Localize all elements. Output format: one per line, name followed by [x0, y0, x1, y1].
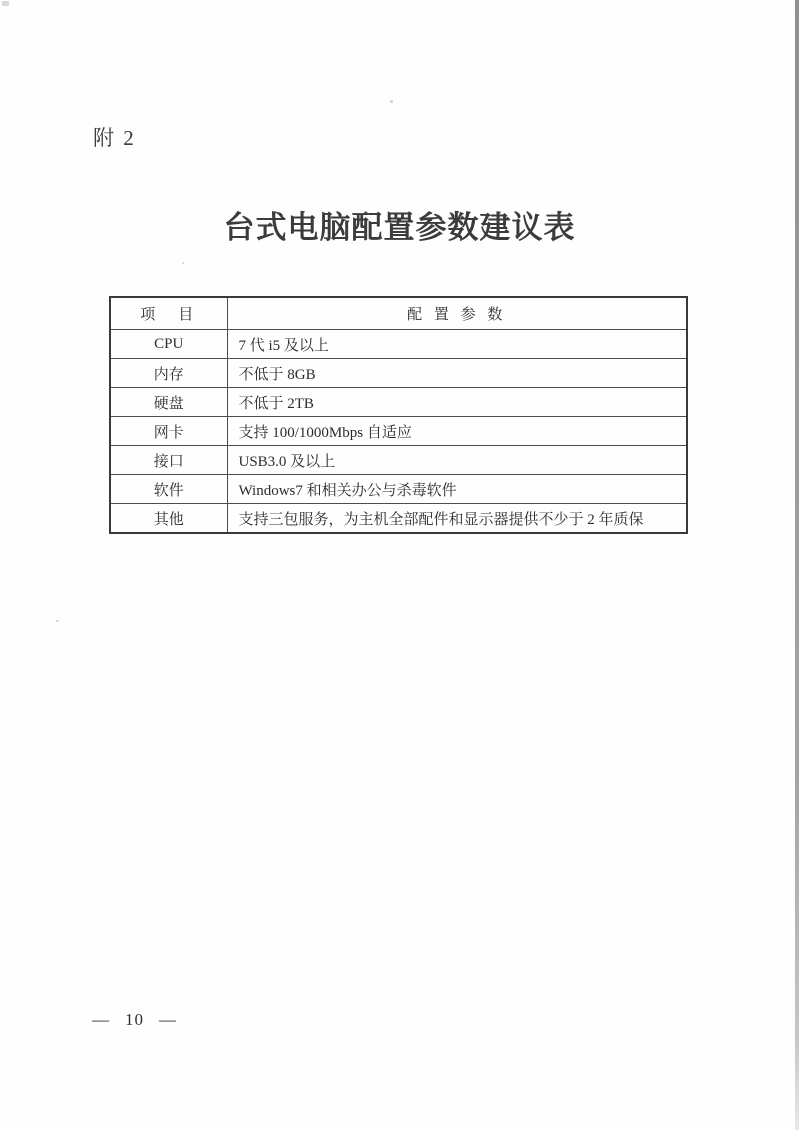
- scan-speck: [390, 100, 393, 103]
- table-row: [110, 446, 687, 475]
- row-value-port: USB3.0 及以上: [227, 446, 687, 475]
- scan-speck: [2, 1, 9, 6]
- table-row: [110, 388, 687, 417]
- page-number: [92, 1010, 177, 1030]
- page-number-dash-left: —: [92, 1010, 110, 1029]
- scan-speck: [56, 620, 59, 622]
- row-item-other: 其他: [110, 504, 227, 534]
- table-row: [110, 417, 687, 446]
- scan-speck: [182, 262, 184, 264]
- row-value-other: 支持三包服务，为主机全部配件和显示器提供不少于 2 年质保: [227, 504, 687, 534]
- row-item-memory: 内存: [110, 359, 227, 388]
- row-value-memory: 不低于 8GB: [227, 359, 687, 388]
- attachment-label: 附 2: [93, 126, 136, 150]
- table-row: [110, 504, 687, 534]
- page-number-value: 10: [125, 1010, 144, 1029]
- scan-edge-shadow: [795, 0, 799, 1130]
- row-item-disk: 硬盘: [110, 388, 227, 417]
- page-title: 台式电脑配置参数建议表: [223, 210, 576, 245]
- config-table: [109, 296, 688, 534]
- header-config-params: 配 置 参 数: [227, 297, 687, 330]
- row-value-disk: 不低于 2TB: [227, 388, 687, 417]
- row-value-software: Windows7 和相关办公与杀毒软件: [227, 475, 687, 504]
- row-item-cpu: CPU: [110, 330, 227, 359]
- table-header-row: [110, 297, 687, 330]
- table-row: [110, 330, 687, 359]
- row-item-nic: 网卡: [110, 417, 227, 446]
- table-row: [110, 475, 687, 504]
- row-item-software: 软件: [110, 475, 227, 504]
- row-value-cpu: 7 代 i5 及以上: [227, 330, 687, 359]
- row-item-port: 接口: [110, 446, 227, 475]
- row-value-nic: 支持 100/1000Mbps 自适应: [227, 417, 687, 446]
- page-number-dash-right: —: [159, 1010, 177, 1029]
- header-item: 项 目: [110, 297, 227, 330]
- table-row: [110, 359, 687, 388]
